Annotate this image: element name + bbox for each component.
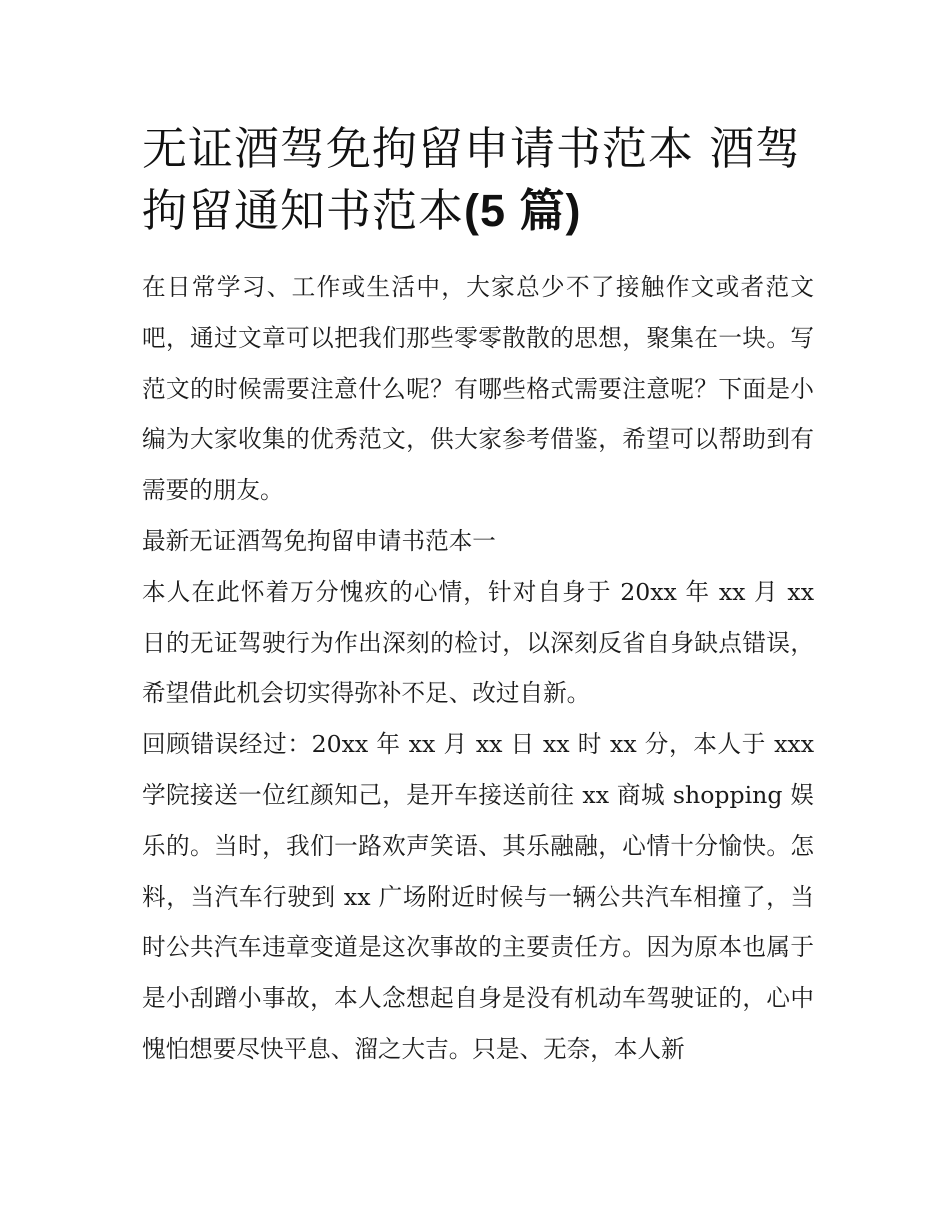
title-main: 无证酒驾免拘留申请书范本 酒驾拘留通知书范本 (142, 122, 802, 237)
intro-paragraph: 在日常学习、工作或生活中，大家总少不了接触作文或者范文吧，通过文章可以把我们那些零零散散的思想，聚集在一块。写范文的时候需要注意什么呢？有哪些格式需要注意呢？下面是小编为大家收集的优秀范文，供大家参考借鉴，希望可以帮助到有需要的朋友。 (142, 273, 814, 505)
document-page (142, 118, 814, 1075)
section-heading: 最新无证酒驾免拘留申请书范本一 (142, 526, 496, 555)
body-paragraph: 本人在此怀着万分愧疚的心情，针对自身于 20xx 年 xx 月 xx 日的无证驾驶行为作出深刻的检讨，以深刻反省自身缺点错误，希望借此机会切实得弥补不足、改过自新。 (142, 577, 814, 708)
title-suffix: (5 篇) (464, 185, 582, 236)
body-paragraph: 回顾错误经过：20xx 年 xx 月 xx 日 xx 时 xx 分，本人于 xxx 学院接送一位红颜知己，是开车接送前往 xx 商城 shopping 娱乐的。当时，我们一路欢声笑语、其乐融融，心情十分愉快。怎料，当汽车行驶到 xx 广场附近时候与一辆公共汽车相撞了，当时公共汽车违章变道是这次事故的主要责任方。因为原本也属于是小刮蹭小事故，本人念想起自身是没有机动车驾驶证的，心中愧怕想要尽快平息、溜之大吉。只是、无奈，本人新 (142, 730, 814, 1063)
document-title (142, 118, 814, 242)
document-body (142, 262, 814, 1075)
